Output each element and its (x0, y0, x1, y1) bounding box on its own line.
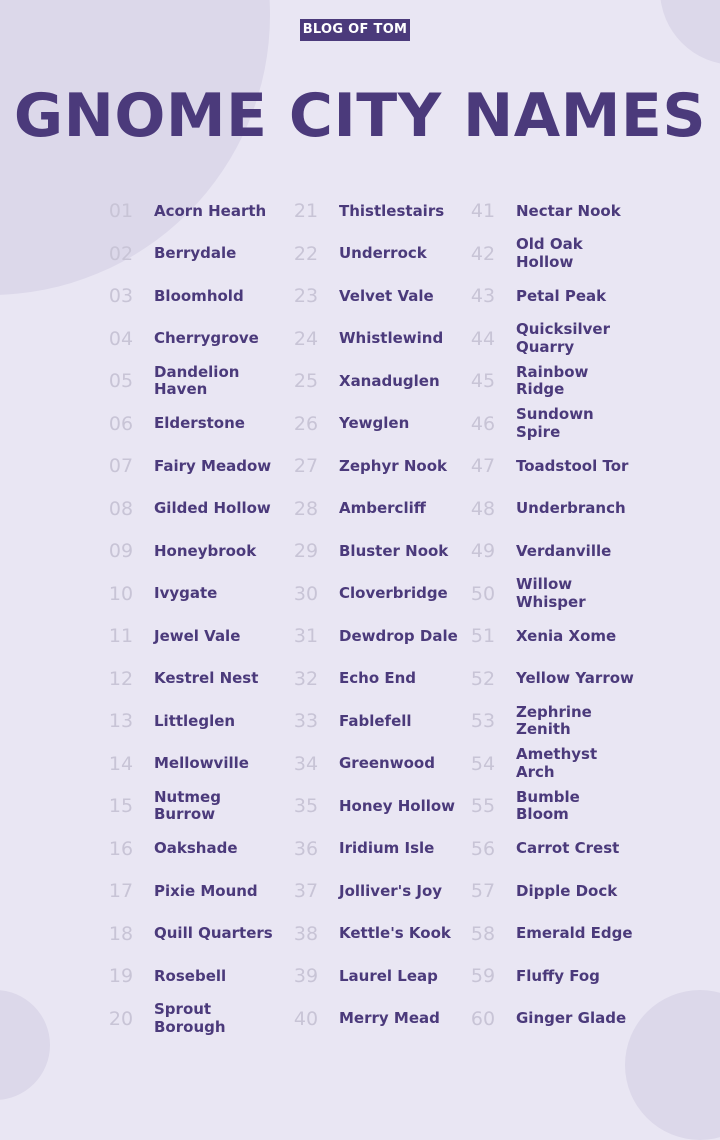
item-number: 15 (108, 795, 134, 817)
item-number: 27 (293, 455, 319, 477)
list-item (100, 190, 290, 233)
city-name: Iridium Isle (339, 839, 435, 857)
list-item (462, 658, 652, 701)
city-name: Zephrine Zenith (516, 702, 592, 739)
city-name: Xanaduglen (339, 371, 440, 390)
item-number: 53 (470, 710, 496, 732)
city-name: Ambercliff (339, 499, 426, 517)
item-number: 58 (470, 922, 496, 945)
item-number: 60 (470, 1007, 496, 1030)
list-item (100, 403, 290, 446)
item-number: 33 (293, 710, 319, 732)
item-number: 52 (470, 667, 496, 690)
list-item (285, 700, 475, 743)
item-number: 48 (470, 497, 496, 520)
city-name: Littleglen (154, 711, 236, 730)
list-item (100, 360, 290, 403)
item-number: 03 (108, 285, 134, 307)
item-number: 59 (470, 965, 496, 987)
item-number: 45 (470, 370, 496, 392)
item-number: 41 (470, 200, 496, 222)
list-item (462, 445, 652, 488)
names-column-2 (285, 190, 475, 1040)
city-name: Yellow Yarrow (516, 669, 634, 687)
city-name: Oakshade (154, 839, 238, 857)
city-name: Gilded Hollow (154, 499, 271, 517)
item-number: 01 (108, 200, 134, 222)
city-name: Underrock (339, 244, 427, 262)
list-item (100, 615, 290, 658)
item-number: 20 (108, 1007, 134, 1030)
item-number: 51 (470, 625, 496, 647)
city-name: Carrot Crest (516, 839, 620, 857)
item-number: 57 (470, 880, 496, 902)
list-item (462, 700, 652, 743)
list-item (100, 233, 290, 276)
city-name: Jolliver's Joy (339, 881, 443, 900)
list-item (285, 913, 475, 956)
city-name: Cloverbridge (339, 584, 448, 602)
list-item (100, 445, 290, 488)
city-name: Amethyst Arch (516, 745, 598, 781)
city-name: Nectar Nook (516, 201, 621, 220)
list-item (462, 955, 652, 998)
item-number: 34 (293, 752, 319, 775)
city-name: Velvet Vale (339, 286, 434, 305)
city-name: Kestrel Nest (154, 669, 259, 687)
item-number: 40 (293, 1007, 319, 1030)
list-item (462, 403, 652, 446)
list-item (100, 700, 290, 743)
item-number: 11 (108, 625, 134, 647)
item-number: 36 (293, 837, 319, 860)
list-item (100, 998, 290, 1041)
list-item (462, 190, 652, 233)
list-item (462, 828, 652, 871)
city-name: Rosebell (154, 966, 227, 985)
list-item (462, 275, 652, 318)
item-number: 08 (108, 497, 134, 520)
item-number: 19 (108, 965, 134, 987)
city-name: Quicksilver Quarry (516, 320, 610, 356)
list-item (285, 955, 475, 998)
list-item (100, 275, 290, 318)
city-name: Ivygate (154, 584, 218, 602)
city-name: Verdanville (516, 541, 612, 560)
item-number: 44 (470, 327, 496, 350)
list-item (462, 573, 652, 616)
city-name: Toadstool Tor (516, 456, 629, 475)
list-item (285, 573, 475, 616)
city-name: Jewel Vale (154, 626, 241, 645)
item-number: 18 (108, 922, 134, 945)
city-name: Zephyr Nook (339, 456, 448, 475)
item-number: 50 (470, 582, 496, 605)
city-name: Xenia Xome (516, 626, 617, 645)
city-name: Dipple Dock (516, 881, 618, 900)
item-number: 38 (293, 922, 319, 945)
item-number: 49 (470, 540, 496, 562)
list-item (462, 870, 652, 913)
list-item (100, 743, 290, 786)
item-number: 10 (108, 582, 134, 605)
list-item (285, 233, 475, 276)
city-name: Bumble Bloom (516, 787, 580, 824)
city-name: Fairy Meadow (154, 456, 272, 475)
item-number: 13 (108, 710, 134, 732)
city-name: Sundown Spire (516, 405, 594, 441)
city-name: Dandelion Haven (154, 362, 240, 399)
list-item (462, 743, 652, 786)
item-number: 21 (293, 200, 319, 222)
city-name: Greenwood (339, 754, 435, 772)
city-name: Honey Hollow (339, 796, 456, 815)
city-name: Petal Peak (516, 286, 607, 305)
list-item (285, 190, 475, 233)
brand-badge: BLOG OF TOM (300, 19, 410, 41)
page-title: GNOME CITY NAMES (13, 81, 707, 151)
item-number: 02 (108, 242, 134, 265)
list-item (462, 998, 652, 1041)
list-item (100, 913, 290, 956)
item-number: 56 (470, 837, 496, 860)
decorative-circle (0, 990, 50, 1100)
item-number: 54 (470, 752, 496, 775)
city-name: Thistlestairs (339, 201, 445, 220)
list-item (462, 913, 652, 956)
item-number: 23 (293, 285, 319, 307)
list-item (462, 360, 652, 403)
list-item (285, 530, 475, 573)
city-name: Ginger Glade (516, 1009, 627, 1027)
city-name: Laurel Leap (339, 966, 438, 985)
item-number: 04 (108, 327, 134, 350)
item-number: 47 (470, 455, 496, 477)
city-name: Bluster Nook (339, 541, 449, 560)
item-number: 05 (108, 370, 134, 392)
city-name: Kettle's Kook (339, 924, 451, 942)
list-item (285, 360, 475, 403)
city-name: Underbranch (516, 499, 626, 517)
list-item (285, 403, 475, 446)
city-name: Pixie Mound (154, 881, 258, 900)
city-name: Nutmeg Burrow (154, 787, 221, 824)
city-name: Fablefell (339, 711, 412, 730)
item-number: 09 (108, 540, 134, 562)
city-name: Cherrygrove (154, 329, 259, 347)
item-number: 06 (108, 412, 134, 435)
item-number: 26 (293, 412, 319, 435)
list-item (285, 785, 475, 828)
list-item (100, 658, 290, 701)
city-name: Acorn Hearth (154, 201, 267, 220)
names-column-1 (100, 190, 290, 1040)
item-number: 25 (293, 370, 319, 392)
decorative-circle (660, 0, 720, 65)
city-name: Quill Quarters (154, 924, 273, 942)
city-name: Elderstone (154, 414, 245, 432)
list-item (100, 488, 290, 531)
list-item (462, 785, 652, 828)
item-number: 14 (108, 752, 134, 775)
item-number: 42 (470, 242, 496, 265)
city-name: Honeybrook (154, 541, 257, 560)
list-item (285, 998, 475, 1041)
item-number: 43 (470, 285, 496, 307)
list-item (100, 870, 290, 913)
city-name: Echo End (339, 669, 417, 687)
city-name: Berrydale (154, 244, 237, 262)
list-item (462, 530, 652, 573)
city-name: Fluffy Fog (516, 966, 600, 985)
item-number: 32 (293, 667, 319, 690)
item-number: 29 (293, 540, 319, 562)
city-name: Dewdrop Dale (339, 626, 458, 645)
names-column-3 (462, 190, 652, 1040)
list-item (100, 318, 290, 361)
item-number: 35 (293, 795, 319, 817)
item-number: 30 (293, 582, 319, 605)
item-number: 46 (470, 412, 496, 435)
list-item (285, 615, 475, 658)
city-name: Bloomhold (154, 286, 244, 305)
list-item (100, 530, 290, 573)
list-item (285, 870, 475, 913)
list-item (285, 828, 475, 871)
list-item (100, 955, 290, 998)
list-item (285, 318, 475, 361)
item-number: 24 (293, 327, 319, 350)
list-item (100, 573, 290, 616)
list-item (285, 743, 475, 786)
item-number: 55 (470, 795, 496, 817)
item-number: 37 (293, 880, 319, 902)
list-item (100, 828, 290, 871)
list-item (462, 233, 652, 276)
item-number: 39 (293, 965, 319, 987)
city-name: Emerald Edge (516, 924, 633, 942)
list-item (462, 488, 652, 531)
item-number: 22 (293, 242, 319, 265)
item-number: 17 (108, 880, 134, 902)
list-item (285, 275, 475, 318)
city-name: Merry Mead (339, 1009, 440, 1027)
item-number: 31 (293, 625, 319, 647)
city-name: Yewglen (339, 414, 410, 432)
item-number: 12 (108, 667, 134, 690)
city-name: Sprout Borough (154, 1000, 226, 1036)
list-item (285, 445, 475, 488)
item-number: 28 (293, 497, 319, 520)
item-number: 07 (108, 455, 134, 477)
list-item (100, 785, 290, 828)
city-name: Rainbow Ridge (516, 362, 589, 399)
city-name: Mellowville (154, 754, 249, 772)
list-item (285, 488, 475, 531)
city-name: Whistlewind (339, 329, 444, 347)
list-item (462, 615, 652, 658)
item-number: 16 (108, 837, 134, 860)
list-item (462, 318, 652, 361)
city-name: Old Oak Hollow (516, 235, 583, 271)
list-item (285, 658, 475, 701)
city-name: Willow Whisper (516, 575, 586, 611)
